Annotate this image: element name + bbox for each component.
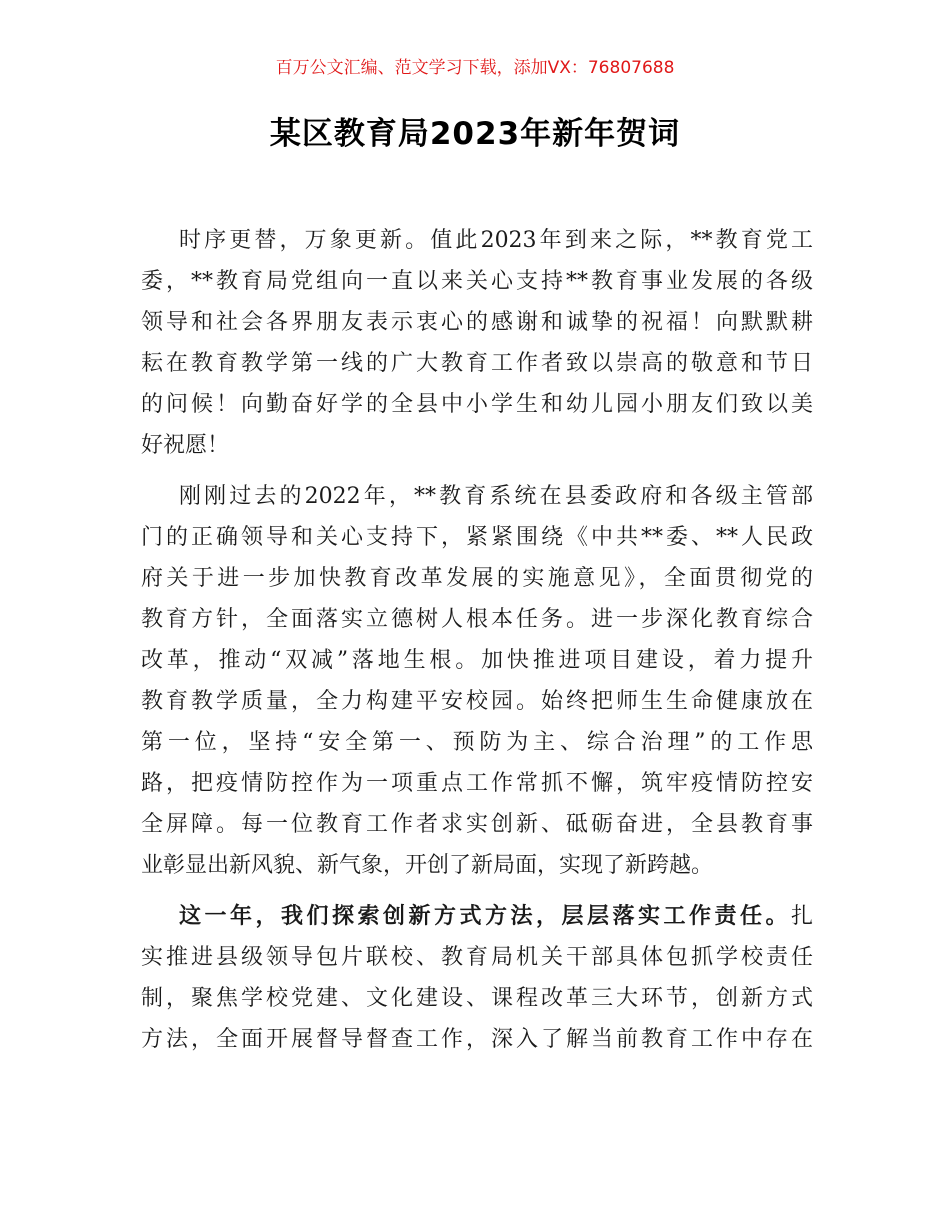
document-title: 某区教育局2023年新年贺词 bbox=[269, 116, 681, 152]
paragraph-review-2022 bbox=[141, 476, 813, 886]
paragraph-line: 实推进县级领导包片联校、教育局机关干部具体包抓学校责任 bbox=[141, 945, 813, 970]
paragraph-line: 改革，推动“双减”落地生根。加快推进项目建设，着力提升 bbox=[141, 648, 813, 673]
paragraph-line: 方法，全面开展督导督查工作，深入了解当前教育工作中存在 bbox=[141, 1027, 813, 1052]
paragraph-line: 门的正确领导和关心支持下，紧紧围绕《中共**委、**人民政 bbox=[141, 525, 813, 550]
paragraph-line: 全屏障。每一位教育工作者求实创新、砥砺奋进，全县教育事 bbox=[141, 812, 813, 837]
paragraph-line: 时序更替，万象更新。值此2023年到来之际，**教育党工 bbox=[179, 228, 813, 253]
paragraph-greeting bbox=[141, 220, 813, 466]
paragraph-line bbox=[141, 896, 813, 937]
document-body bbox=[141, 220, 813, 1070]
paragraph-line: 委，**教育局党组向一直以来关心支持**教育事业发展的各级 bbox=[141, 269, 813, 294]
paragraph-line: 教育教学质量，全力构建平安校园。始终把师生生命健康放在 bbox=[141, 689, 813, 714]
paragraph-line: 教育方针，全面落实立德树人根本任务。进一步深化教育综合 bbox=[141, 607, 813, 632]
paragraph-line: 第一位，坚持“安全第一、预防为主、综合治理”的工作思 bbox=[141, 730, 813, 755]
paragraph-line: 耘在教育教学第一线的广大教育工作者致以崇高的敬意和节日 bbox=[141, 351, 813, 376]
paragraph-line: 好祝愿！ bbox=[141, 433, 230, 458]
paragraph-line: 府关于进一步加快教育改革发展的实施意见》，全面贯彻党的 bbox=[141, 566, 813, 591]
paragraph-line: 业彰显出新风貌、新气象，开创了新局面，实现了新跨越。 bbox=[141, 853, 714, 878]
paragraph-innovation bbox=[141, 896, 813, 1060]
promo-banner: 百万公文汇编、范文学习下载，添加VX：76807688 bbox=[275, 58, 675, 78]
paragraph-line: 领导和社会各界朋友表示衷心的感谢和诚挚的祝福！向默默耕 bbox=[141, 310, 813, 335]
paragraph-lead-text: 扎 bbox=[790, 904, 813, 929]
paragraph-line: 的问候！向勤奋好学的全县中小学生和幼儿园小朋友们致以美 bbox=[141, 392, 813, 417]
paragraph-line: 制，聚焦学校党建、文化建设、课程改革三大环节，创新方式 bbox=[141, 986, 813, 1011]
section-heading: 这一年，我们探索创新方式方法，层层落实工作责任。 bbox=[179, 904, 791, 929]
paragraph-line: 刚刚过去的2022年，**教育系统在县委政府和各级主管部 bbox=[179, 484, 813, 509]
paragraph-line: 路，把疫情防控作为一项重点工作常抓不懈，筑牢疫情防控安 bbox=[141, 771, 813, 796]
